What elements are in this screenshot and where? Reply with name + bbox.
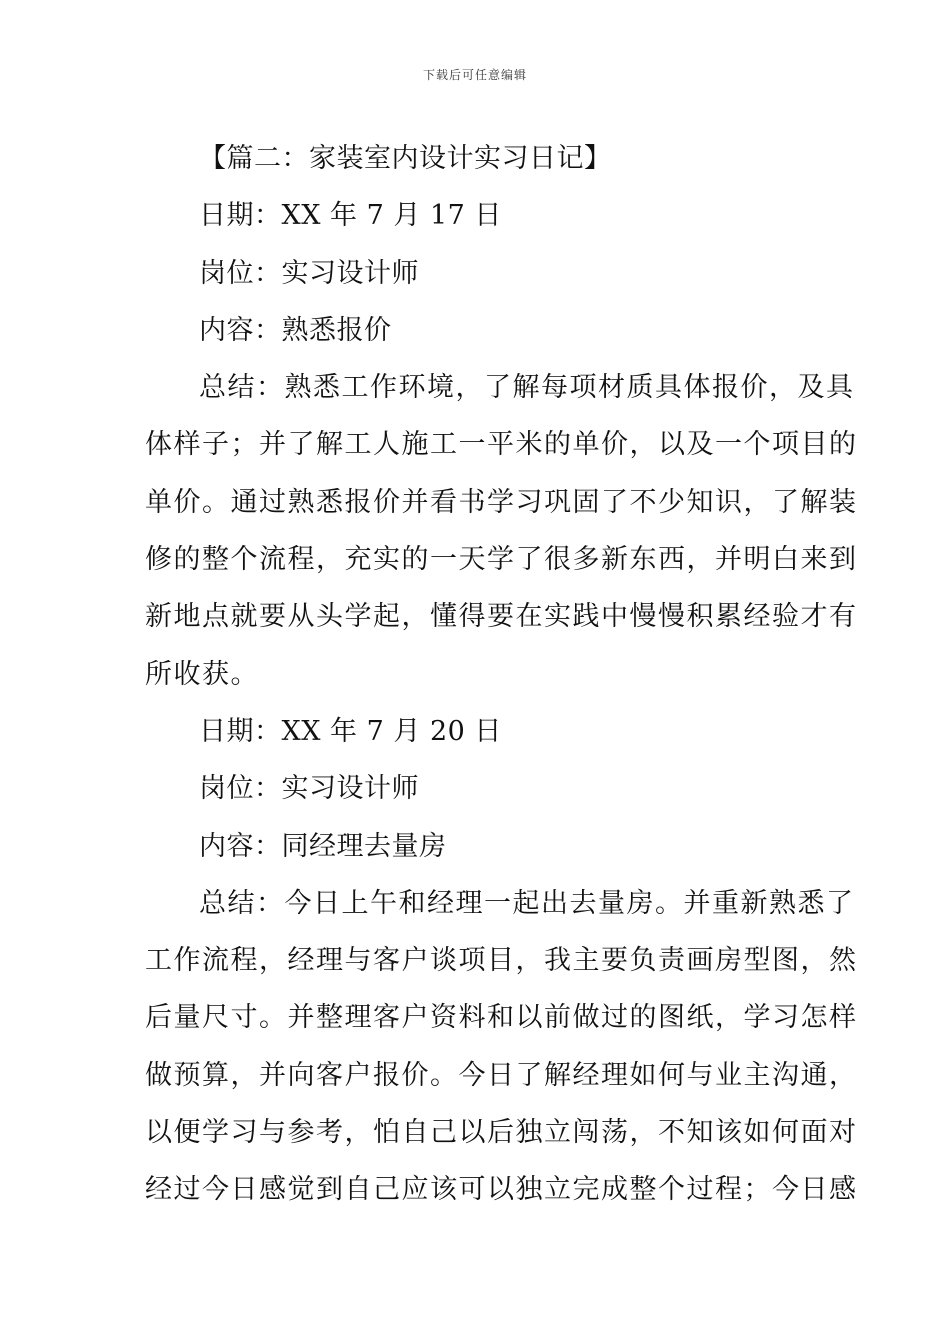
summary-line: 所收获。: [145, 658, 259, 690]
document-body: [145, 130, 858, 1219]
summary-line: 单价。通过熟悉报价并看书学习巩固了不少知识，了解装: [145, 486, 858, 518]
entry-date: 日期：XX 年 7 月 17 日: [199, 200, 502, 232]
summary-line: 新地点就要从头学起，懂得要在实践中慢慢积累经验才有: [145, 601, 858, 633]
summary-line: 以便学习与参考，怕自己以后独立闯荡，不知该如何面对: [145, 1117, 858, 1149]
diary-entry-1: [145, 187, 858, 703]
summary-line: 做预算，并向客户报价。今日了解经理如何与业主沟通，: [145, 1059, 858, 1091]
entry-summary: [145, 875, 858, 1219]
summary-line: 体样子；并了解工人施工一平米的单价，以及一个项目的: [145, 429, 858, 461]
diary-entry-2: [145, 703, 858, 1219]
entry-date: 日期：XX 年 7 月 20 日: [199, 715, 502, 747]
summary-line: 工作流程，经理与客户谈项目，我主要负责画房型图，然: [145, 945, 858, 977]
entry-content: 内容：同经理去量房: [199, 830, 447, 862]
entry-position: 岗位：实习设计师: [199, 773, 419, 805]
summary-line: 经过今日感觉到自己应该可以独立完成整个过程；今日感: [145, 1174, 858, 1206]
summary-line: 总结：熟悉工作环境，了解每项材质具体报价，及具: [199, 372, 855, 404]
document-title: 【篇二：家装室内设计实习日记】: [199, 143, 612, 174]
summary-line: 后量尺寸。并整理客户资料和以前做过的图纸，学习怎样: [145, 1002, 858, 1034]
entry-position: 岗位：实习设计师: [199, 257, 419, 289]
entry-summary: [145, 359, 858, 703]
entry-content: 内容：熟悉报价: [199, 314, 392, 346]
header-note: 下载后可任意编辑: [422, 68, 527, 82]
summary-line: 修的整个流程，充实的一天学了很多新东西，并明白来到: [145, 544, 858, 576]
summary-line: 总结：今日上午和经理一起出去量房。并重新熟悉了: [199, 887, 855, 919]
